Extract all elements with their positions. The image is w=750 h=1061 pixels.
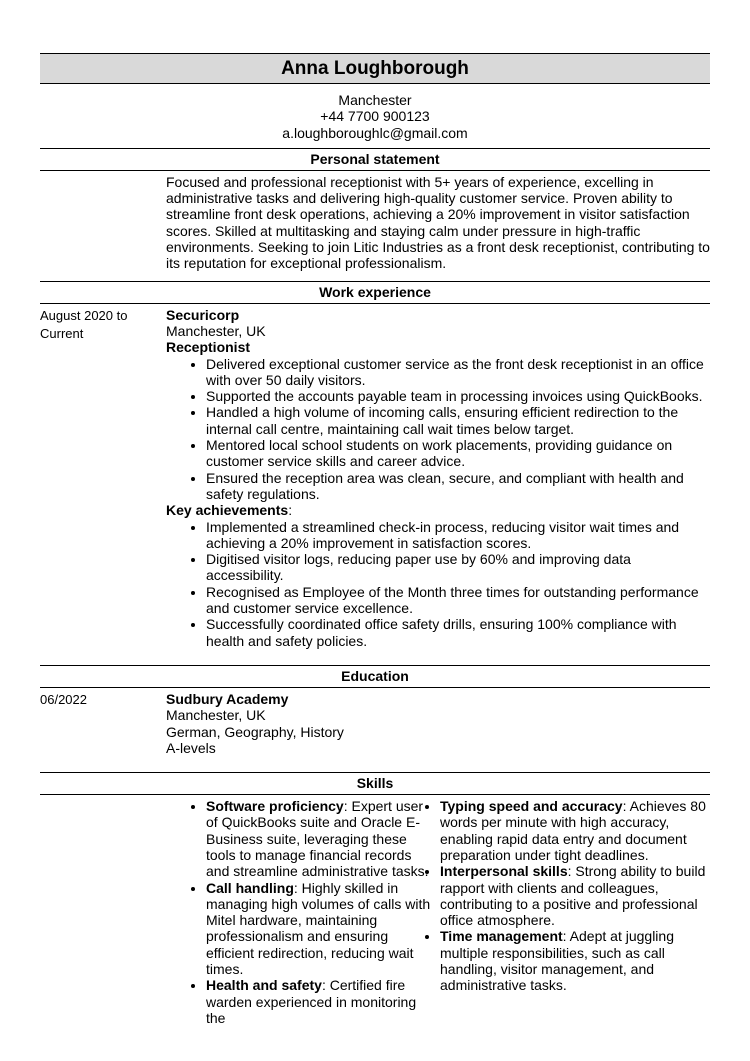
education-heading: Education bbox=[40, 665, 710, 688]
key-achievements-list bbox=[166, 519, 710, 649]
work-company: Securicorp bbox=[166, 306, 240, 323]
skill-item bbox=[440, 798, 718, 863]
skill-text: : Expert user of QuickBooks suite and Oracle E-Business suite, leveraging these tools to manage financial records and streamline administrative tasks. bbox=[206, 798, 429, 880]
skill-title: Interpersonal skills bbox=[440, 863, 568, 880]
skill-text: : Highly skilled in managing high volumes of calls with Mitel hardware, maintaining professionalism and ensuring efficient redirection, reducing wait times. bbox=[206, 879, 431, 978]
key-achievements-label bbox=[166, 502, 710, 518]
education-location: Manchester, UK bbox=[166, 707, 266, 724]
work-date-start: August 2020 to bbox=[40, 307, 128, 323]
empty-date-column bbox=[40, 798, 166, 1026]
personal-statement-text: Focused and professional receptionist with 5+ years of experience, excelling in administrative tasks and delivering high-quality customer service. Proven ability to streamline front desk operations, achieving a 20% improvement in visitor satisfaction scores. Skilled at multitasking and staying calm under pressure in high-traffic environments. Seeking to join Litic Industries as a front desk receptionist, contributing to its reputation for exceptional professionalism. bbox=[166, 173, 710, 272]
empty-date-column bbox=[40, 174, 166, 272]
list-item: • Digitised visitor logs, reducing paper use by 60% and improving data accessibility. bbox=[206, 551, 710, 584]
skills-row bbox=[40, 798, 710, 1026]
contact-block bbox=[40, 92, 710, 141]
list-item: • Delivered exceptional customer service as the front desk receptionist in an office with over 50 daily visitors. bbox=[206, 356, 710, 389]
skill-title: Software proficiency bbox=[206, 798, 344, 815]
skill-item bbox=[440, 863, 718, 928]
contact-phone: +44 7700 900123 bbox=[320, 108, 430, 125]
skill-text: : Strong ability to build rapport with clients and colleagues, contributing to a positive and professional office atmosphere. bbox=[440, 863, 706, 929]
personal-statement-row bbox=[40, 174, 710, 272]
work-entry bbox=[40, 307, 710, 649]
education-school: Sudbury Academy bbox=[166, 690, 289, 707]
education-date: 06/2022 bbox=[40, 691, 87, 707]
list-item: • Supported the accounts payable team in processing invoices using QuickBooks. bbox=[206, 388, 710, 404]
skills-grid bbox=[166, 798, 718, 1026]
skill-title: Health and safety bbox=[206, 977, 322, 994]
skill-text: : Certified fire warden experienced in monitoring the bbox=[206, 977, 417, 1026]
education-subjects: German, Geography, History bbox=[166, 723, 344, 740]
skills-right-list bbox=[428, 798, 718, 1026]
education-level: A-levels bbox=[166, 739, 216, 756]
work-details bbox=[166, 307, 710, 649]
work-date-end: Current bbox=[40, 325, 84, 341]
skill-item bbox=[206, 977, 438, 1026]
personal-statement-heading: Personal statement bbox=[40, 148, 710, 171]
list-item: • Successfully coordinated office safety drills, ensuring 100% compliance with health and safety policies. bbox=[206, 616, 710, 649]
list-item: • Implemented a streamlined check-in process, reducing visitor wait times and achieving a 20% improvement in satisfaction scores. bbox=[206, 519, 710, 552]
skill-title: Typing speed and accuracy bbox=[440, 798, 623, 815]
work-experience-heading: Work experience bbox=[40, 281, 710, 304]
skills-left-list bbox=[166, 798, 438, 1026]
list-item: • Mentored local school students on work placements, providing guidance on customer service skills and career advice. bbox=[206, 437, 710, 470]
skill-item bbox=[206, 798, 438, 879]
skill-title: Time management bbox=[440, 928, 563, 945]
skill-item bbox=[440, 928, 718, 993]
skills-heading: Skills bbox=[40, 772, 710, 795]
skill-text: : Adept at juggling multiple responsibilities, such as call handling, visitor management, and administrative tasks. bbox=[440, 928, 674, 994]
list-item: • Recognised as Employee of the Month three times for outstanding performance and customer service excellence. bbox=[206, 584, 710, 617]
candidate-name: Anna Loughborough bbox=[40, 53, 710, 84]
list-item: • Handled a high volume of incoming calls, ensuring efficient redirection to the internal call centre, maintaining call wait times below target. bbox=[206, 404, 710, 437]
work-date bbox=[40, 307, 166, 649]
work-duties-list bbox=[166, 356, 710, 503]
key-achievements-title: Key achievements bbox=[166, 502, 289, 519]
resume-page bbox=[40, 53, 710, 1026]
list-item: • Ensured the reception area was clean, secure, and compliant with health and safety regulations. bbox=[206, 470, 710, 503]
key-achievements-colon: : bbox=[288, 502, 293, 519]
contact-email: a.loughboroughlc@gmail.com bbox=[282, 124, 468, 141]
work-title: Receptionist bbox=[166, 339, 251, 356]
skill-text: : Achieves 80 words per minute with high accuracy, enabling rapid data entry and document preparation under tight deadlines. bbox=[440, 798, 706, 863]
contact-city: Manchester bbox=[338, 92, 412, 108]
skill-item bbox=[206, 880, 438, 978]
education-entry bbox=[40, 691, 710, 756]
education-details bbox=[166, 691, 710, 756]
skill-title: Call handling bbox=[206, 879, 294, 896]
work-location: Manchester, UK bbox=[166, 322, 266, 339]
